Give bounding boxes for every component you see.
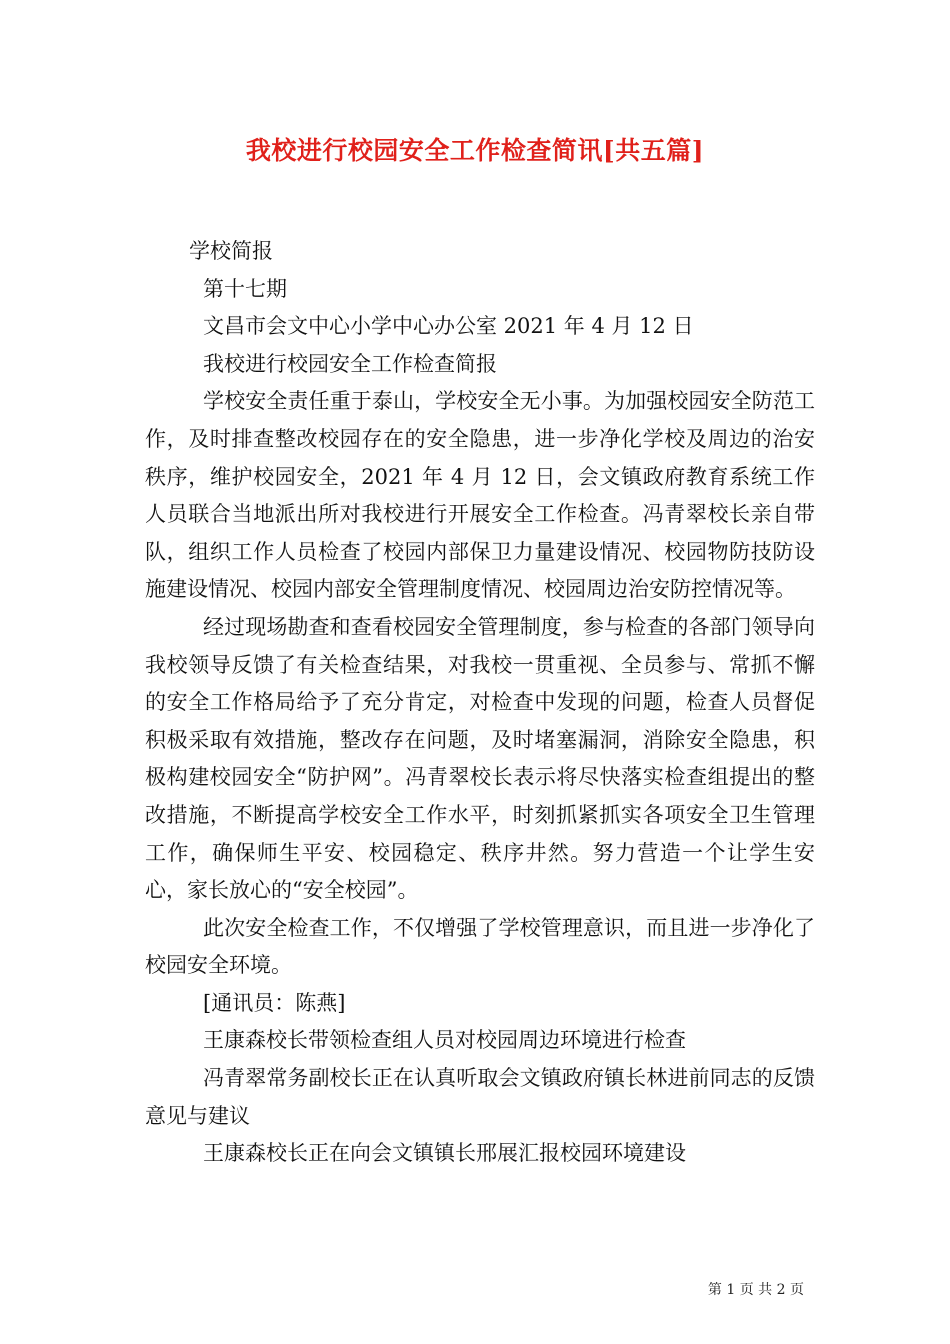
paragraph-3: 此次安全检查工作，不仅增强了学校管理意识，而且进一步净化了校园安全环境。 <box>145 915 815 978</box>
page-number-footer: 第 1 页 共 2 页 <box>707 1282 804 1298</box>
document-subtitle: 我校进行校园安全工作检查简报 <box>203 351 497 376</box>
paragraph-1: 学校安全责任重于泰山，学校安全无小事。为加强校园安全防范工作，及时排查整改校园存在的安全隐患，进一步净化学校及周边的治安秩序，维护校园安全，2021 年 4 月 12 日，会文镇政府教育系统工作人员联合当地派出所对我校进行开展安全工作检查。冯青翠校长亲自带队，组织工作人员检查了校园内部保卫力量建设情况、校园物防技防设施建设情况、校园内部安全管理制度情况、校园周边治安防控情况等。 <box>145 389 815 602</box>
photo-caption-3: 王康森校长正在向会文镇镇长邢展汇报校园环境建设 <box>203 1141 686 1166</box>
paragraph-2: 经过现场勘查和查看校园安全管理制度，参与检查的各部门领导向我校领导反馈了有关检查结果，对我校一贯重视、全员参与、常抓不懈的安全工作格局给予了充分肯定，对检查中发现的问题，检查人员督促积极采取有效措施，整改存在问题，及时堵塞漏洞，消除安全隐患，积极构建校园安全“防护网”。冯青翠校长表示将尽快落实检查组提出的整改措施，不断提高学校安全工作水平，时刻抓紧抓实各项安全卫生管理工作，确保师生平安、校园稳定、秩序井然。努力营造一个让学生安心，家长放心的“安全校园”。 <box>145 614 815 903</box>
document-title: 我校进行校园安全工作检查简讯[共五篇] <box>245 136 705 165</box>
photo-caption-1: 王康森校长带领检查组人员对校园周边环境进行检查 <box>203 1028 686 1053</box>
office-date-line: 文昌市会文中心小学中心办公室 2021 年 4 月 12 日 <box>203 314 694 339</box>
document-heading: 学校简报 <box>189 239 273 263</box>
correspondent-line: [通讯员：陈燕] <box>203 990 346 1015</box>
photo-caption-2: 冯青翠常务副校长正在认真听取会文镇政府镇长林进前同志的反馈意见与建议 <box>145 1066 815 1128</box>
document-body <box>145 233 815 1173</box>
issue-number: 第十七期 <box>203 276 287 301</box>
